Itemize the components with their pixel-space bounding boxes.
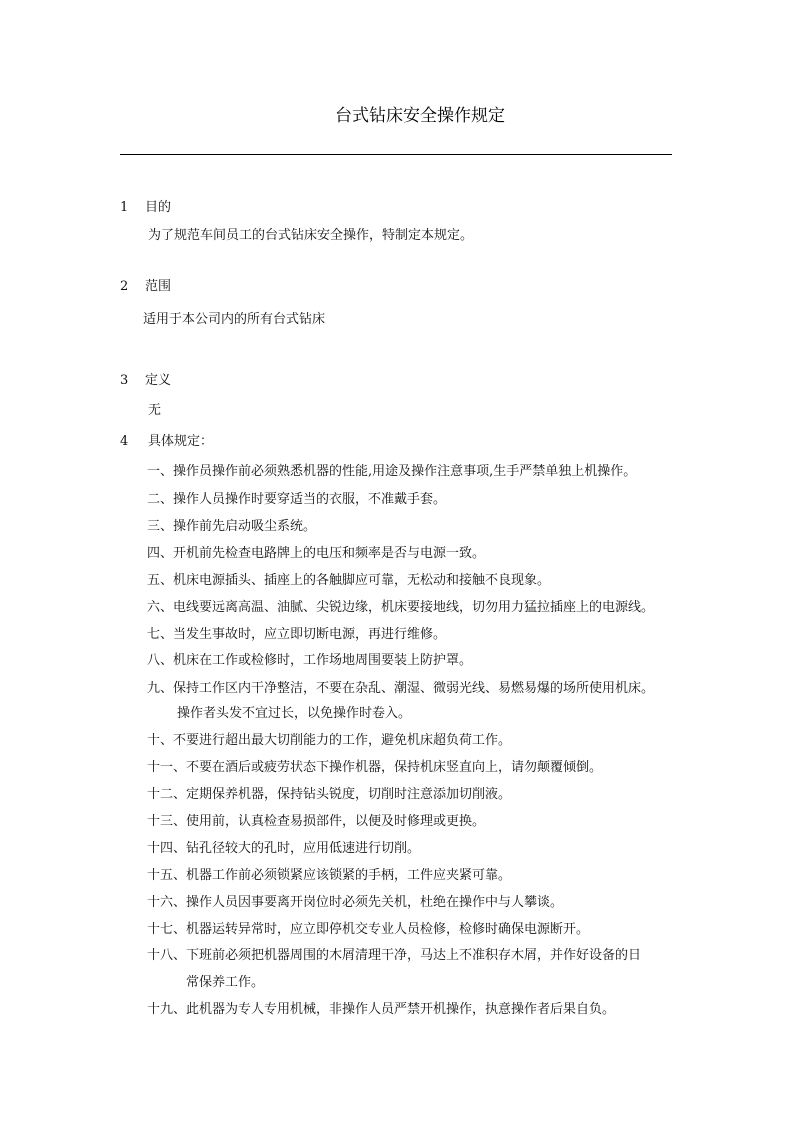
document-title: 台式钻床安全操作规定 [335, 106, 505, 126]
section-body: 为了规范车间员工的台式钻床安全操作，特制定本规定。 [148, 228, 474, 243]
rule-item: 十九、此机器为专人专用机械，非操作人员严禁开机操作，执意操作者后果自负。 [147, 1002, 616, 1017]
rule-item: 二、操作人员操作时要穿适当的衣服，不准戴手套。 [147, 492, 447, 507]
section-number: 2 [120, 279, 129, 294]
rule-item-continuation: 操作者头发不宜过长，以免操作时卷入。 [177, 706, 412, 721]
title-divider [120, 154, 672, 155]
section-body: 无 [148, 403, 162, 418]
rule-item: 六、电线要远离高温、油腻、尖锐边缘，机床要接地线，切勿用力猛拉插座上的电源线。 [147, 600, 655, 615]
section-number: 1 [120, 200, 129, 215]
section-heading: 定义 [145, 373, 172, 388]
rule-item: 十一、不要在酒后或疲劳状态下操作机器，保持机床竖直向上，请勿颠覆倾倒。 [147, 760, 603, 775]
rule-item: 八、机床在工作或检修时，工作场地周围要装上防护罩。 [147, 653, 473, 668]
section-heading: 范围 [145, 279, 172, 294]
rule-item: 四、开机前先检查电路牌上的电压和频率是否与电源一致。 [147, 546, 486, 561]
section-body: 适用于本公司内的所有台式钻床 [143, 312, 326, 327]
rule-item: 十七、机器运转异常时，应立即停机交专业人员检修，检修时确保电源断开。 [147, 922, 590, 937]
section-heading: 具体规定： [148, 434, 214, 449]
section-heading: 目的 [145, 200, 172, 215]
rule-item: 十二、定期保养机器，保持钻头锐度，切削时注意添加切削液。 [147, 787, 512, 802]
rule-item: 七、当发生事故时，应立即切断电源，再进行维修。 [147, 627, 447, 642]
rule-item: 十五、机器工作前必须锁紧应该锁紧的手柄，工件应夹紧可靠。 [147, 868, 512, 883]
rule-item: 九、保持工作区内干净整洁，不要在杂乱、潮湿、微弱光线、易燃易爆的场所使用机床。 [147, 681, 655, 696]
rule-item: 十、不要进行超出最大切削能力的工作，避免机床超负荷工作。 [147, 733, 512, 748]
rule-item: 十八、下班前必须把机器周围的木屑清理干净，马达上不准积存木屑，并作好设备的日 [147, 948, 642, 963]
rule-item: 一、操作员操作前必须熟悉机器的性能,用途及操作注意事项,生手严禁单独上机操作。 [147, 464, 637, 479]
rule-item: 五、机床电源插头、插座上的各触脚应可靠，无松动和接触不良现象。 [147, 573, 551, 588]
rule-item: 三、操作前先启动吸尘系统。 [147, 519, 317, 534]
rule-item-continuation: 常保养工作。 [186, 975, 265, 990]
section-number: 3 [120, 373, 129, 388]
rule-item: 十四、钻孔径较大的孔时，应用低速进行切削。 [147, 841, 421, 856]
rule-item: 十三、使用前，认真检查易损部件，以便及时修理或更换。 [147, 814, 486, 829]
section-number: 4 [120, 434, 129, 449]
rule-item: 十六、操作人员因事要离开岗位时必须先关机，杜绝在操作中与人攀谈。 [147, 895, 564, 910]
